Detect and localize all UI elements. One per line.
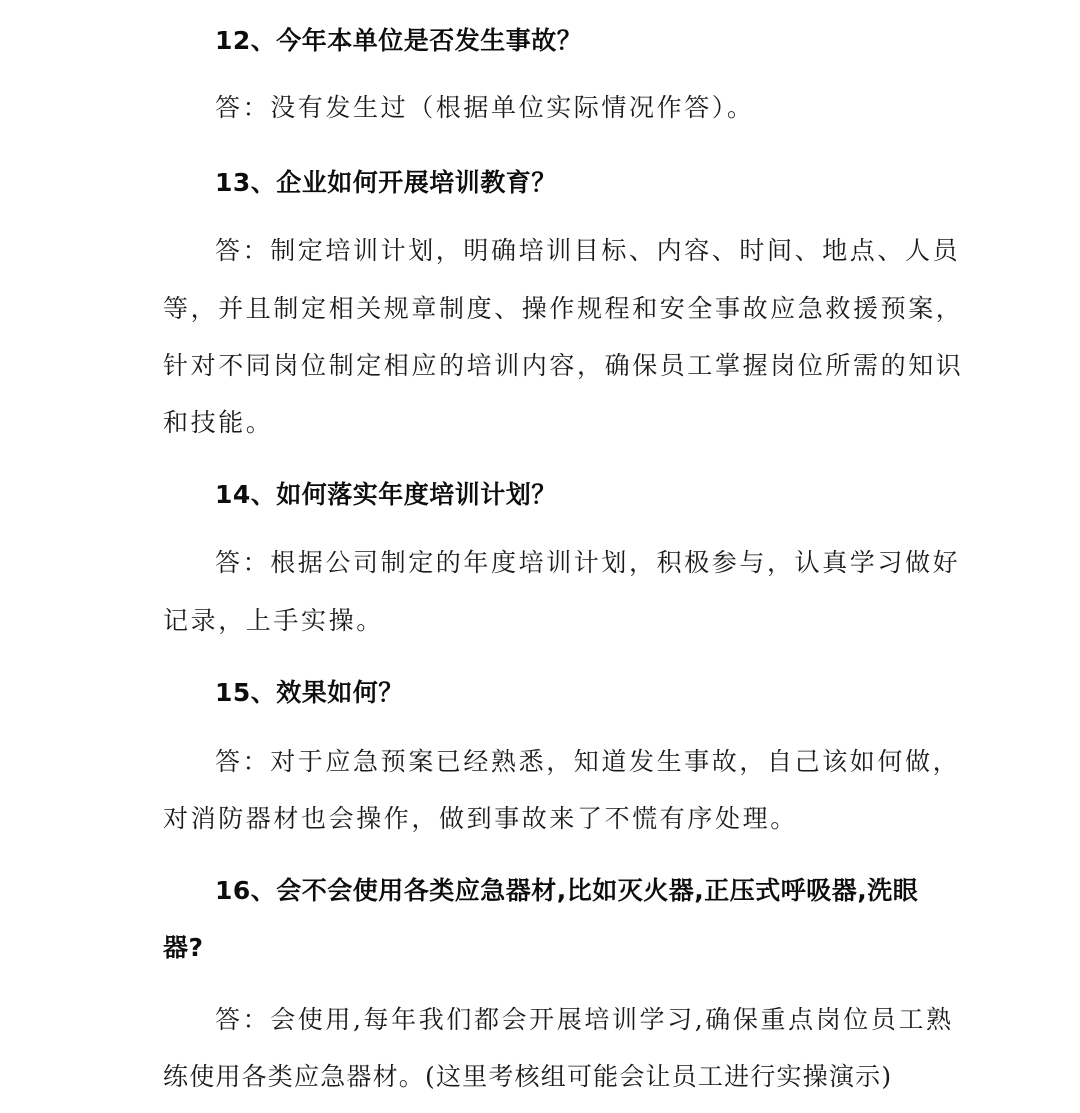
answer-14-line-1: 答：根据公司制定的年度培训计划，积极参与，认真学习做好 [215, 548, 961, 577]
question-12-heading: 12、今年本单位是否发生事故？ [215, 26, 583, 55]
answer-13-line-3: 针对不同岗位制定相应的培训内容，确保员工掌握岗位所需的知识 [163, 351, 964, 380]
answer-13-line-1: 答：制定培训计划，明确培训目标、内容、时间、地点、人员 [215, 236, 961, 265]
answer-12-line-1: 答：没有发生过（根据单位实际情况作答）。 [215, 93, 755, 122]
answer-15-line-1: 答：对于应急预案已经熟悉，知道发生事故，自己该如何做， [215, 747, 961, 776]
question-15-heading: 15、效果如何？ [215, 678, 404, 707]
answer-16-line-1: 答：会使用,每年我们都会开展培训学习,确保重点岗位员工熟 [215, 1005, 954, 1034]
answer-15-line-2: 对消防器材也会操作，做到事故来了不慌有序处理。 [163, 804, 798, 833]
answer-14-line-2: 记录，上手实操。 [163, 606, 384, 635]
question-13-heading: 13、企业如何开展培训教育？ [215, 168, 557, 197]
answer-13-line-4: 和技能。 [163, 408, 274, 437]
question-14-heading: 14、如何落实年度培训计划？ [215, 480, 557, 509]
answer-16-line-2: 练使用各类应急器材。(这里考核组可能会让员工进行实操演示) [163, 1062, 893, 1091]
question-16-heading-line-1: 16、会不会使用各类应急器材,比如灭火器,正压式呼吸器,洗眼 [215, 876, 919, 905]
question-16-heading-line-2: 器? [163, 933, 204, 962]
answer-13-line-2: 等，并且制定相关规章制度、操作规程和安全事故应急救援预案， [163, 294, 964, 323]
